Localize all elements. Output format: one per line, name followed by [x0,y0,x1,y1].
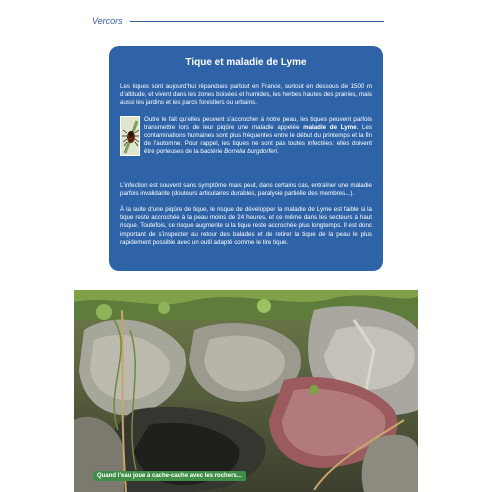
paragraph-symptoms: L’infection est souvent sans symptôme mais peut, dans certains cas, entraîner une maladie parfois invalidante (douleurs articulaires durables, paralysie partielle des membres...). [120,181,372,197]
page-header [86,14,384,28]
paragraph-distribution: Les tiques sont aujourd’hui répandues partout en France, surtout en dessous de 1500 m d’altitude, et vivent dans les zones boisées et humides, les herbes hautes des prairies, mais aussi les jardins et les parcs forestiers ou urbains. [120,83,372,107]
p2-end: . [277,148,279,156]
paragraph-transmission [144,116,372,157]
tick-photo [120,116,140,156]
tick-block [120,116,372,174]
rock-photo [74,290,418,492]
section-title: Vercors [92,16,123,26]
panel-title: Tique et maladie de Lyme [185,57,307,68]
p2-text-b: . Les contaminations humaines sont plus fréquentes entre le début du printemps et la fin de l’automne. Pour rappel, les tiques ne sont pas toutes infectées: elles doivent être porteuses de la bactérie [144,123,372,156]
paragraph-risk: À la suite d’une piqûre de tique, le risque de développer la maladie de Lyme est faible si la tique reste accrochée à la peau moins de 24 heures, et ce même dans les secteurs à haut risque. Toutefois, ce risque augmente si la tique reste accrochée plus longtemps. Il est donc important de s’inspecter au retour des balades et de retirer la tique de la peau le plus rapidement possible avec un outil adapté comme le tire tique. [120,206,372,246]
info-panel [109,46,383,271]
rocks-illustration [74,290,418,492]
p2-italic: Borrelia burgdorferi [224,148,278,156]
p2-text-a: Outre le fait qu’elles peuvent s’accrocher à notre peau, les tiques peuvent parfois transmettre lors de leur piqûre une maladie appelée [144,115,372,131]
p2-bold: maladie de Lyme [303,123,357,131]
tick-icon [121,117,140,156]
photo-caption: Quand l’eau joue à cache-cache avec les rochers... [93,471,246,481]
header-rule [130,21,384,22]
